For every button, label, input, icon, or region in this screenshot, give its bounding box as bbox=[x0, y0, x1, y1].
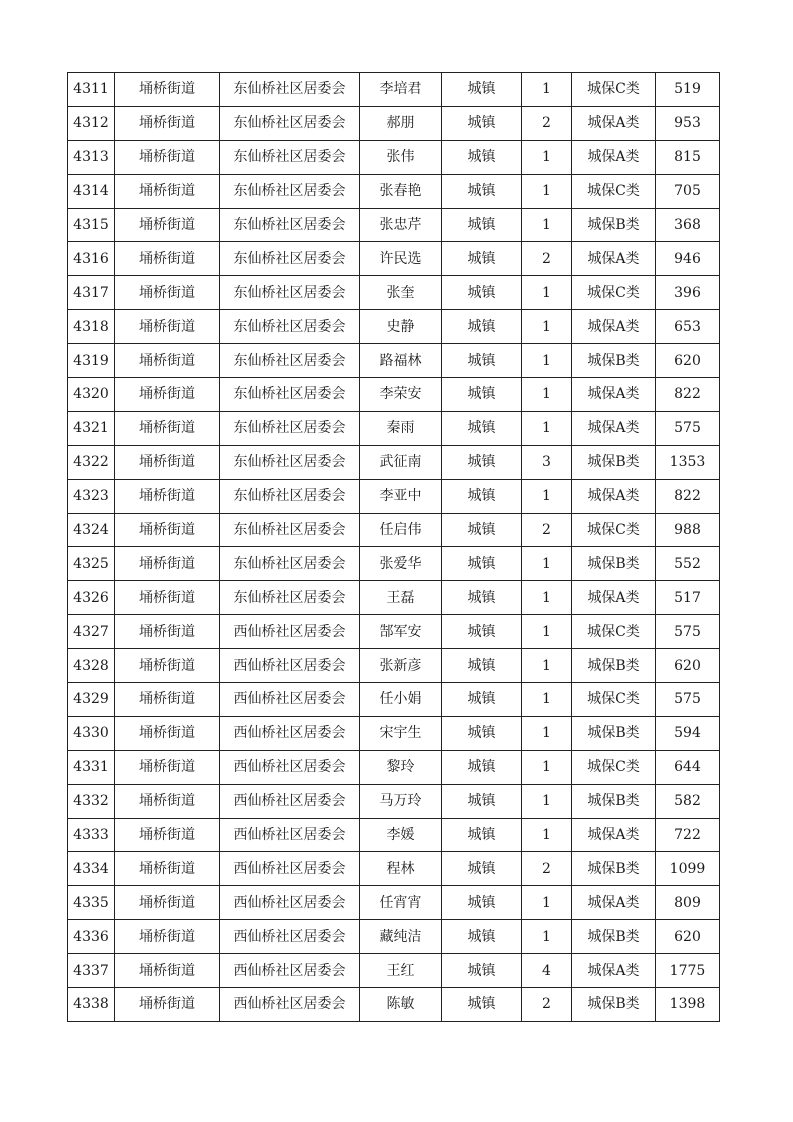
amount-cell: 517 bbox=[656, 581, 720, 615]
area-type-cell: 城镇 bbox=[442, 716, 522, 750]
community-cell: 东仙桥社区居委会 bbox=[220, 208, 360, 242]
street-cell: 埇桥街道 bbox=[115, 683, 220, 717]
street-cell: 埇桥街道 bbox=[115, 73, 220, 107]
name-cell: 秦雨 bbox=[360, 411, 442, 445]
community-cell: 东仙桥社区居委会 bbox=[220, 73, 360, 107]
amount-cell: 988 bbox=[656, 513, 720, 547]
name-cell: 李荣安 bbox=[360, 378, 442, 412]
street-cell: 埇桥街道 bbox=[115, 445, 220, 479]
category-cell: 城保B类 bbox=[572, 445, 656, 479]
street-cell: 埇桥街道 bbox=[115, 208, 220, 242]
table-row bbox=[68, 208, 720, 242]
row-number-cell: 4325 bbox=[68, 547, 115, 581]
household-size-cell: 1 bbox=[522, 615, 572, 649]
row-number-cell: 4318 bbox=[68, 310, 115, 344]
community-cell: 东仙桥社区居委会 bbox=[220, 310, 360, 344]
area-type-cell: 城镇 bbox=[442, 750, 522, 784]
street-cell: 埇桥街道 bbox=[115, 411, 220, 445]
name-cell: 任宵宵 bbox=[360, 886, 442, 920]
household-size-cell: 1 bbox=[522, 649, 572, 683]
table-row bbox=[68, 988, 720, 1022]
row-number-cell: 4335 bbox=[68, 886, 115, 920]
community-cell: 西仙桥社区居委会 bbox=[220, 716, 360, 750]
street-cell: 埇桥街道 bbox=[115, 750, 220, 784]
household-size-cell: 2 bbox=[522, 106, 572, 140]
community-cell: 东仙桥社区居委会 bbox=[220, 411, 360, 445]
table-row bbox=[68, 683, 720, 717]
table-row bbox=[68, 344, 720, 378]
row-number-cell: 4315 bbox=[68, 208, 115, 242]
row-number-cell: 4332 bbox=[68, 784, 115, 818]
name-cell: 郜军安 bbox=[360, 615, 442, 649]
amount-cell: 822 bbox=[656, 479, 720, 513]
name-cell: 李培君 bbox=[360, 73, 442, 107]
table-row bbox=[68, 106, 720, 140]
amount-cell: 809 bbox=[656, 886, 720, 920]
category-cell: 城保A类 bbox=[572, 310, 656, 344]
table-row bbox=[68, 479, 720, 513]
area-type-cell: 城镇 bbox=[442, 276, 522, 310]
category-cell: 城保C类 bbox=[572, 750, 656, 784]
name-cell: 张伟 bbox=[360, 140, 442, 174]
street-cell: 埇桥街道 bbox=[115, 106, 220, 140]
category-cell: 城保A类 bbox=[572, 106, 656, 140]
street-cell: 埇桥街道 bbox=[115, 310, 220, 344]
street-cell: 埇桥街道 bbox=[115, 344, 220, 378]
community-cell: 东仙桥社区居委会 bbox=[220, 242, 360, 276]
household-size-cell: 1 bbox=[522, 310, 572, 344]
category-cell: 城保C类 bbox=[572, 683, 656, 717]
household-size-cell: 1 bbox=[522, 208, 572, 242]
area-type-cell: 城镇 bbox=[442, 73, 522, 107]
row-number-cell: 4324 bbox=[68, 513, 115, 547]
area-type-cell: 城镇 bbox=[442, 513, 522, 547]
household-size-cell: 2 bbox=[522, 513, 572, 547]
table-row bbox=[68, 649, 720, 683]
name-cell: 路福林 bbox=[360, 344, 442, 378]
category-cell: 城保B类 bbox=[572, 208, 656, 242]
data-table bbox=[67, 72, 720, 1022]
table-row bbox=[68, 581, 720, 615]
street-cell: 埇桥街道 bbox=[115, 852, 220, 886]
community-cell: 西仙桥社区居委会 bbox=[220, 852, 360, 886]
household-size-cell: 1 bbox=[522, 784, 572, 818]
community-cell: 东仙桥社区居委会 bbox=[220, 513, 360, 547]
community-cell: 西仙桥社区居委会 bbox=[220, 886, 360, 920]
row-number-cell: 4312 bbox=[68, 106, 115, 140]
household-size-cell: 2 bbox=[522, 852, 572, 886]
area-type-cell: 城镇 bbox=[442, 547, 522, 581]
table-row bbox=[68, 852, 720, 886]
row-number-cell: 4317 bbox=[68, 276, 115, 310]
household-size-cell: 1 bbox=[522, 581, 572, 615]
table-row bbox=[68, 615, 720, 649]
name-cell: 郝朋 bbox=[360, 106, 442, 140]
amount-cell: 722 bbox=[656, 818, 720, 852]
amount-cell: 620 bbox=[656, 344, 720, 378]
category-cell: 城保B类 bbox=[572, 784, 656, 818]
street-cell: 埇桥街道 bbox=[115, 988, 220, 1022]
street-cell: 埇桥街道 bbox=[115, 649, 220, 683]
community-cell: 东仙桥社区居委会 bbox=[220, 344, 360, 378]
community-cell: 东仙桥社区居委会 bbox=[220, 378, 360, 412]
household-size-cell: 1 bbox=[522, 818, 572, 852]
area-type-cell: 城镇 bbox=[442, 310, 522, 344]
name-cell: 张新彦 bbox=[360, 649, 442, 683]
household-size-cell: 1 bbox=[522, 750, 572, 784]
area-type-cell: 城镇 bbox=[442, 615, 522, 649]
household-size-cell: 1 bbox=[522, 886, 572, 920]
community-cell: 西仙桥社区居委会 bbox=[220, 750, 360, 784]
row-number-cell: 4322 bbox=[68, 445, 115, 479]
area-type-cell: 城镇 bbox=[442, 344, 522, 378]
area-type-cell: 城镇 bbox=[442, 683, 522, 717]
street-cell: 埇桥街道 bbox=[115, 716, 220, 750]
amount-cell: 653 bbox=[656, 310, 720, 344]
name-cell: 黎玲 bbox=[360, 750, 442, 784]
street-cell: 埇桥街道 bbox=[115, 513, 220, 547]
area-type-cell: 城镇 bbox=[442, 140, 522, 174]
table-row bbox=[68, 818, 720, 852]
community-cell: 西仙桥社区居委会 bbox=[220, 920, 360, 954]
row-number-cell: 4316 bbox=[68, 242, 115, 276]
household-size-cell: 1 bbox=[522, 174, 572, 208]
household-size-cell: 1 bbox=[522, 411, 572, 445]
category-cell: 城保A类 bbox=[572, 479, 656, 513]
street-cell: 埇桥街道 bbox=[115, 954, 220, 988]
amount-cell: 1398 bbox=[656, 988, 720, 1022]
row-number-cell: 4311 bbox=[68, 73, 115, 107]
name-cell: 史静 bbox=[360, 310, 442, 344]
household-size-cell: 1 bbox=[522, 920, 572, 954]
household-size-cell: 3 bbox=[522, 445, 572, 479]
street-cell: 埇桥街道 bbox=[115, 174, 220, 208]
table-row bbox=[68, 954, 720, 988]
category-cell: 城保C类 bbox=[572, 615, 656, 649]
area-type-cell: 城镇 bbox=[442, 818, 522, 852]
name-cell: 马万玲 bbox=[360, 784, 442, 818]
category-cell: 城保C类 bbox=[572, 276, 656, 310]
row-number-cell: 4320 bbox=[68, 378, 115, 412]
row-number-cell: 4321 bbox=[68, 411, 115, 445]
community-cell: 东仙桥社区居委会 bbox=[220, 445, 360, 479]
category-cell: 城保A类 bbox=[572, 886, 656, 920]
area-type-cell: 城镇 bbox=[442, 649, 522, 683]
amount-cell: 953 bbox=[656, 106, 720, 140]
community-cell: 东仙桥社区居委会 bbox=[220, 174, 360, 208]
household-size-cell: 4 bbox=[522, 954, 572, 988]
amount-cell: 368 bbox=[656, 208, 720, 242]
table-row bbox=[68, 547, 720, 581]
name-cell: 武征南 bbox=[360, 445, 442, 479]
table-row bbox=[68, 242, 720, 276]
row-number-cell: 4326 bbox=[68, 581, 115, 615]
category-cell: 城保B类 bbox=[572, 344, 656, 378]
category-cell: 城保A类 bbox=[572, 954, 656, 988]
household-size-cell: 1 bbox=[522, 479, 572, 513]
area-type-cell: 城镇 bbox=[442, 954, 522, 988]
street-cell: 埇桥街道 bbox=[115, 920, 220, 954]
area-type-cell: 城镇 bbox=[442, 852, 522, 886]
amount-cell: 552 bbox=[656, 547, 720, 581]
name-cell: 王红 bbox=[360, 954, 442, 988]
table-body bbox=[68, 73, 720, 1022]
household-size-cell: 1 bbox=[522, 276, 572, 310]
name-cell: 藏纯洁 bbox=[360, 920, 442, 954]
table-row bbox=[68, 716, 720, 750]
household-size-cell: 1 bbox=[522, 140, 572, 174]
area-type-cell: 城镇 bbox=[442, 988, 522, 1022]
category-cell: 城保C类 bbox=[572, 174, 656, 208]
amount-cell: 1775 bbox=[656, 954, 720, 988]
area-type-cell: 城镇 bbox=[442, 106, 522, 140]
area-type-cell: 城镇 bbox=[442, 784, 522, 818]
category-cell: 城保C类 bbox=[572, 73, 656, 107]
name-cell: 张忠芹 bbox=[360, 208, 442, 242]
amount-cell: 946 bbox=[656, 242, 720, 276]
amount-cell: 815 bbox=[656, 140, 720, 174]
community-cell: 东仙桥社区居委会 bbox=[220, 276, 360, 310]
table-row bbox=[68, 750, 720, 784]
row-number-cell: 4328 bbox=[68, 649, 115, 683]
row-number-cell: 4329 bbox=[68, 683, 115, 717]
area-type-cell: 城镇 bbox=[442, 479, 522, 513]
amount-cell: 644 bbox=[656, 750, 720, 784]
row-number-cell: 4314 bbox=[68, 174, 115, 208]
community-cell: 东仙桥社区居委会 bbox=[220, 581, 360, 615]
amount-cell: 396 bbox=[656, 276, 720, 310]
amount-cell: 1353 bbox=[656, 445, 720, 479]
name-cell: 宋宇生 bbox=[360, 716, 442, 750]
street-cell: 埇桥街道 bbox=[115, 581, 220, 615]
area-type-cell: 城镇 bbox=[442, 411, 522, 445]
street-cell: 埇桥街道 bbox=[115, 547, 220, 581]
community-cell: 东仙桥社区居委会 bbox=[220, 547, 360, 581]
community-cell: 西仙桥社区居委会 bbox=[220, 954, 360, 988]
area-type-cell: 城镇 bbox=[442, 242, 522, 276]
amount-cell: 620 bbox=[656, 920, 720, 954]
household-size-cell: 1 bbox=[522, 378, 572, 412]
name-cell: 张爱华 bbox=[360, 547, 442, 581]
area-type-cell: 城镇 bbox=[442, 581, 522, 615]
street-cell: 埇桥街道 bbox=[115, 784, 220, 818]
name-cell: 任启伟 bbox=[360, 513, 442, 547]
amount-cell: 582 bbox=[656, 784, 720, 818]
row-number-cell: 4323 bbox=[68, 479, 115, 513]
row-number-cell: 4327 bbox=[68, 615, 115, 649]
household-size-cell: 2 bbox=[522, 988, 572, 1022]
table-row bbox=[68, 784, 720, 818]
area-type-cell: 城镇 bbox=[442, 445, 522, 479]
category-cell: 城保A类 bbox=[572, 581, 656, 615]
name-cell: 陈敏 bbox=[360, 988, 442, 1022]
community-cell: 西仙桥社区居委会 bbox=[220, 615, 360, 649]
row-number-cell: 4330 bbox=[68, 716, 115, 750]
amount-cell: 705 bbox=[656, 174, 720, 208]
category-cell: 城保A类 bbox=[572, 242, 656, 276]
area-type-cell: 城镇 bbox=[442, 886, 522, 920]
street-cell: 埇桥街道 bbox=[115, 615, 220, 649]
name-cell: 张奎 bbox=[360, 276, 442, 310]
name-cell: 任小娟 bbox=[360, 683, 442, 717]
street-cell: 埇桥街道 bbox=[115, 276, 220, 310]
name-cell: 许民选 bbox=[360, 242, 442, 276]
community-cell: 西仙桥社区居委会 bbox=[220, 988, 360, 1022]
table-row bbox=[68, 378, 720, 412]
category-cell: 城保A类 bbox=[572, 818, 656, 852]
amount-cell: 594 bbox=[656, 716, 720, 750]
community-cell: 西仙桥社区居委会 bbox=[220, 683, 360, 717]
row-number-cell: 4313 bbox=[68, 140, 115, 174]
community-cell: 东仙桥社区居委会 bbox=[220, 106, 360, 140]
amount-cell: 575 bbox=[656, 411, 720, 445]
table-row bbox=[68, 920, 720, 954]
community-cell: 西仙桥社区居委会 bbox=[220, 818, 360, 852]
category-cell: 城保B类 bbox=[572, 716, 656, 750]
amount-cell: 575 bbox=[656, 615, 720, 649]
amount-cell: 822 bbox=[656, 378, 720, 412]
category-cell: 城保B类 bbox=[572, 547, 656, 581]
community-cell: 西仙桥社区居委会 bbox=[220, 649, 360, 683]
area-type-cell: 城镇 bbox=[442, 920, 522, 954]
street-cell: 埇桥街道 bbox=[115, 818, 220, 852]
row-number-cell: 4331 bbox=[68, 750, 115, 784]
household-size-cell: 1 bbox=[522, 73, 572, 107]
community-cell: 东仙桥社区居委会 bbox=[220, 140, 360, 174]
category-cell: 城保B类 bbox=[572, 649, 656, 683]
row-number-cell: 4319 bbox=[68, 344, 115, 378]
table-row bbox=[68, 886, 720, 920]
table-row bbox=[68, 445, 720, 479]
category-cell: 城保B类 bbox=[572, 920, 656, 954]
community-cell: 西仙桥社区居委会 bbox=[220, 784, 360, 818]
category-cell: 城保A类 bbox=[572, 378, 656, 412]
category-cell: 城保B类 bbox=[572, 852, 656, 886]
household-size-cell: 1 bbox=[522, 716, 572, 750]
category-cell: 城保C类 bbox=[572, 513, 656, 547]
row-number-cell: 4338 bbox=[68, 988, 115, 1022]
table-row bbox=[68, 174, 720, 208]
name-cell: 王磊 bbox=[360, 581, 442, 615]
name-cell: 程林 bbox=[360, 852, 442, 886]
household-size-cell: 1 bbox=[522, 547, 572, 581]
household-size-cell: 1 bbox=[522, 344, 572, 378]
area-type-cell: 城镇 bbox=[442, 208, 522, 242]
area-type-cell: 城镇 bbox=[442, 174, 522, 208]
table-row bbox=[68, 276, 720, 310]
table-row bbox=[68, 411, 720, 445]
household-size-cell: 2 bbox=[522, 242, 572, 276]
table-row bbox=[68, 513, 720, 547]
name-cell: 李亚中 bbox=[360, 479, 442, 513]
street-cell: 埇桥街道 bbox=[115, 886, 220, 920]
street-cell: 埇桥街道 bbox=[115, 242, 220, 276]
street-cell: 埇桥街道 bbox=[115, 140, 220, 174]
amount-cell: 1099 bbox=[656, 852, 720, 886]
household-size-cell: 1 bbox=[522, 683, 572, 717]
community-cell: 东仙桥社区居委会 bbox=[220, 479, 360, 513]
amount-cell: 519 bbox=[656, 73, 720, 107]
row-number-cell: 4336 bbox=[68, 920, 115, 954]
category-cell: 城保A类 bbox=[572, 140, 656, 174]
amount-cell: 575 bbox=[656, 683, 720, 717]
area-type-cell: 城镇 bbox=[442, 378, 522, 412]
amount-cell: 620 bbox=[656, 649, 720, 683]
category-cell: 城保B类 bbox=[572, 988, 656, 1022]
street-cell: 埇桥街道 bbox=[115, 479, 220, 513]
row-number-cell: 4333 bbox=[68, 818, 115, 852]
table-row bbox=[68, 310, 720, 344]
street-cell: 埇桥街道 bbox=[115, 378, 220, 412]
name-cell: 李媛 bbox=[360, 818, 442, 852]
row-number-cell: 4337 bbox=[68, 954, 115, 988]
row-number-cell: 4334 bbox=[68, 852, 115, 886]
category-cell: 城保A类 bbox=[572, 411, 656, 445]
name-cell: 张春艳 bbox=[360, 174, 442, 208]
table-row bbox=[68, 140, 720, 174]
table-row bbox=[68, 73, 720, 107]
